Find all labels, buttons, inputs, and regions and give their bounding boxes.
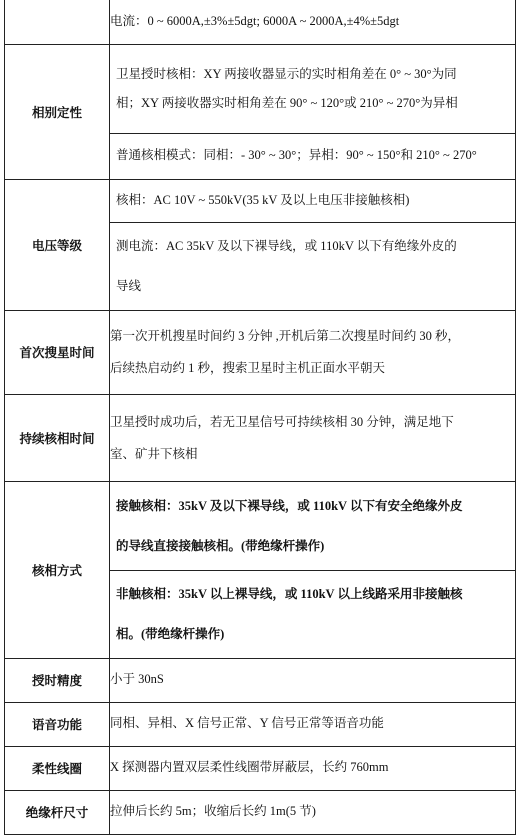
text-line: 非触核相：35kV 以上裸导线，或 110kV 以上线路采用非接触核	[116, 587, 463, 601]
table-row	[5, 44, 516, 179]
text-line: 卫星授时核相：XY 两接收器显示的实时相角差在 0° ~ 30°为同	[116, 66, 457, 81]
text-line: 相。(带绝缘杆操作)	[116, 627, 225, 641]
text-line: 第一次开机搜星时间约 3 分钟 ,开机后第二次搜星时间约 30 秒，	[110, 329, 461, 343]
text-line: 拉伸后长约 5m；收缩后长约 1m(5 节)	[110, 804, 316, 819]
text-line: 接触核相：35kV 及以下裸导线，或 110kV 以下有安全绝缘外皮	[116, 498, 463, 513]
row-label: 柔性线圈	[5, 746, 110, 790]
table-row	[5, 0, 516, 44]
text-line: X 探测器内置双层柔性线圈带屏蔽层，长约 760mm	[110, 760, 389, 775]
table-row	[5, 790, 516, 834]
row-label	[5, 0, 110, 44]
row-content	[110, 394, 516, 481]
table-row	[5, 481, 516, 658]
row-content	[110, 790, 516, 834]
spec-table	[4, 0, 516, 835]
row-label: 核相方式	[5, 481, 110, 658]
table-row	[5, 179, 516, 310]
text-line: 同相、异相、X 信号正常、Y 信号正常等语音功能	[110, 716, 384, 731]
text-line: 测电流：AC 35kV 及以下裸导线，或 110kV 以下有绝缘外皮的	[116, 239, 457, 253]
row-label: 相别定性	[5, 44, 110, 179]
table-row	[5, 658, 516, 702]
row-label: 电压等级	[5, 179, 110, 310]
row-content	[110, 44, 516, 179]
row-content	[110, 179, 516, 310]
row-content	[110, 481, 516, 658]
row-content	[110, 746, 516, 790]
row-content	[110, 310, 516, 394]
text-line: 导线	[116, 279, 142, 293]
text-line: 普通核相模式：同相：- 30° ~ 30°；异相：90° ~ 150°和 210° ~ 270°	[116, 148, 477, 163]
row-label: 持续核相时间	[5, 394, 110, 481]
text-line: 小于 30nS	[110, 672, 164, 687]
text-line: 卫星授时成功后，若无卫星信号可持续核相 30 分钟，满足地下	[110, 414, 454, 429]
text-line: 后续热启动约 1 秒，搜索卫星时主机正面水平朝天	[110, 361, 386, 375]
table-row	[5, 702, 516, 746]
row-content	[110, 658, 516, 702]
text-line: 核相：AC 10V ~ 550kV(35 kV 及以上电压非接触核相)	[116, 192, 410, 207]
text-line: 的导线直接接触核相。(带绝缘杆操作)	[116, 538, 325, 553]
table-row	[5, 394, 516, 481]
row-content	[110, 0, 516, 44]
text-line: 相；XY 两接收器实时相角差在 90° ~ 120°或 210° ~ 270°为异相	[116, 95, 458, 110]
row-label: 授时精度	[5, 658, 110, 702]
row-label: 语音功能	[5, 702, 110, 746]
table-row	[5, 310, 516, 394]
row-content	[110, 702, 516, 746]
row-label: 首次搜星时间	[5, 310, 110, 394]
table-row	[5, 746, 516, 790]
row-label: 绝缘杆尺寸	[5, 790, 110, 834]
text-line: 电流：0 ~ 6000A,±3%±5dgt; 6000A ~ 2000A,±4%±5dgt	[110, 14, 400, 28]
text-line: 室、矿井下核相	[110, 446, 198, 461]
